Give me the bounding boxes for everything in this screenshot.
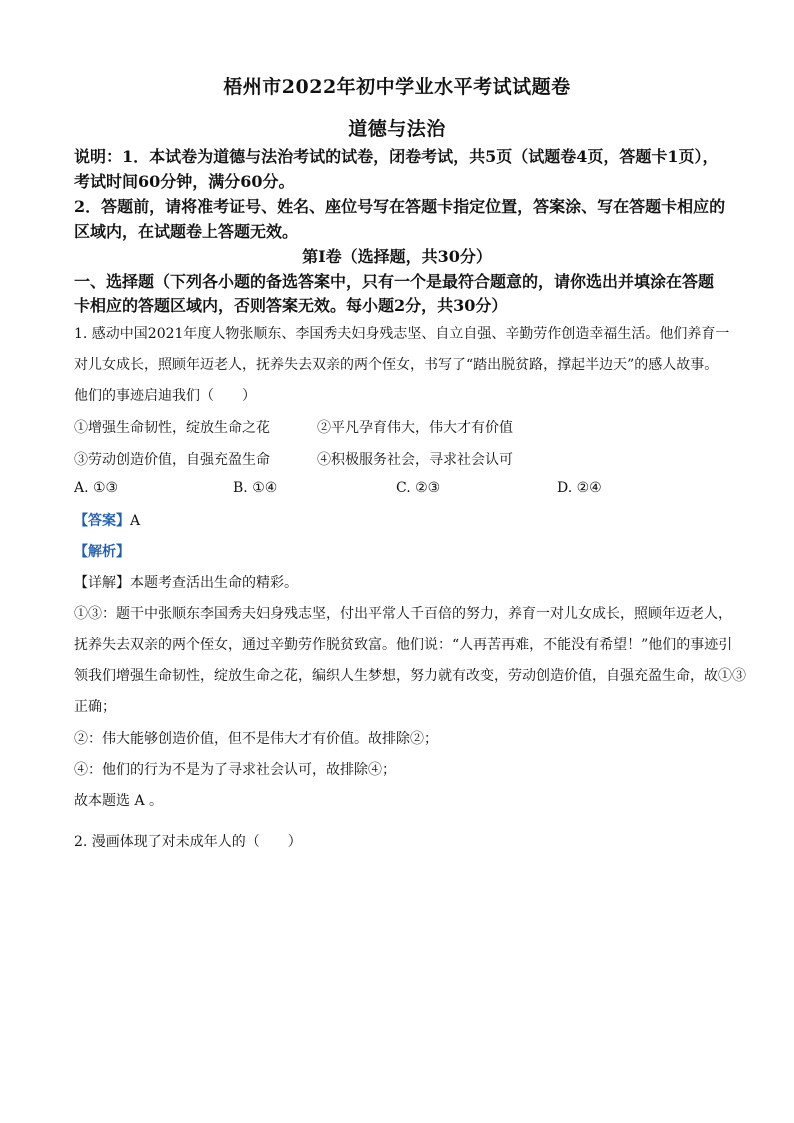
instruction-line: 考试时间60分钟，满分60分。 [74,172,295,191]
option-c: C. ②③ [396,480,441,496]
question-stem: 对儿女成长，照顾年迈老人，抚养失去双亲的两个侄女，书写了“踏出脱贫路，撑起半边天”的感人故事。 [74,357,719,373]
detail-text: 本题考查活出生命的精彩。 [130,575,298,591]
exam-title: 梧州市2022年初中学业水平考试试题卷 [223,76,571,98]
statement-1: ①增强生命韧性，绽放生命之花 [74,420,270,436]
explanation-line: 抚养失去双亲的两个侄女，通过辛勤劳作脱贫致富。他们说：“人再苦再难，不能没有希望！”他们的事迹引 [74,637,733,653]
question-stem: 他们的事迹启迪我们（ ） [74,388,256,404]
option-d: D. ②④ [557,480,602,496]
analysis-tag: 【解析】 [74,544,130,560]
instruction-line: 2．答题前，请将准考证号、姓名、座位号写在答题卡指定位置，答案涂、写在答题卡相应的 [74,197,726,216]
answer-line [74,511,724,531]
instruction-line: 区域内，在试题卷上答题无效。 [74,222,299,241]
answer-tag: 【答案】 [74,513,130,529]
explanation-line: ②：伟大能够创造价值，但不是伟大才有价值。故排除②； [74,731,438,747]
question-stem: 1. 感动中国2021年度人物张顺东、李国秀夫妇身残志坚、自立自强、辛勤劳作创造幸福生活。他们养育一 [74,326,730,342]
explanation-line: ④：他们的行为不是为了寻求社会认可，故排除④； [74,762,396,778]
analysis-line [74,542,724,562]
option-a: A. ①③ [74,480,119,496]
instruction-line: 说明：1．本试卷为道德与法治考试的试卷，闭卷考试，共5页（试题卷4页，答题卡1页）， [74,147,719,166]
section-heading: 一、选择题（下列各小题的备选答案中，只有一个是最符合题意的，请你选出并填涂在答题 [74,272,715,291]
explanation-line: 故本题选 A 。 [74,793,164,809]
statement-4: ④积极服务社会，寻求社会认可 [317,452,513,468]
answer-value: A [130,513,141,529]
explanation-line: 正确； [74,699,116,715]
detail-line [74,573,724,593]
explanation-line: 领我们增强生命韧性，绽放生命之花，编织人生梦想，努力就有改变，劳动创造价值，自强充盈生命，故①③ [74,668,746,684]
option-b: B. ①④ [233,480,278,496]
statement-3: ③劳动创造价值，自强充盈生命 [74,452,270,468]
section-heading: 卡相应的答题区域内，否则答案无效。每小题2分，共30分） [74,296,508,315]
exam-subject: 道德与法治 [348,118,446,140]
part-heading: 第Ⅰ卷（选择题，共30分） [302,247,492,266]
detail-tag: 【详解】 [74,575,130,591]
statement-2: ②平凡孕育伟大，伟大才有价值 [317,420,513,436]
explanation-line: ①③：题干中张顺东李国秀夫妇身残志坚，付出平常人千百倍的努力，养育一对儿女成长，照顾年迈老人， [74,606,732,622]
question-stem: 2. 漫画体现了对未成年人的（ ） [74,834,302,850]
